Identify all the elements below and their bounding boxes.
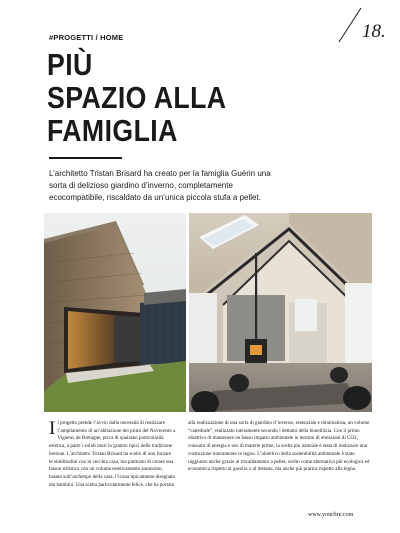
- drop-cap: I: [49, 418, 56, 439]
- body-text-1: l progetto prende l’avvio dalla necessità di realizzare l’ampliamento di un’abitazione dei primi del Novecento a Vigneux de Bretagne, priva di qualsiasi particolarità estetica, a parte i solidi muri in granito tipici della tradizione bretone. L’architetto Tristan Brisard ha scelto di non forzare le similitudini con la vecchia casa, ma piuttosto di creare una liason stilistica con un volume esteticamente autonomo, basato sull’archetipo della casa, l’icona tipicamente disegnata dai bambini. Una scelta particolarmente felice, che ha portato: [49, 420, 176, 488]
- page-number-slash: [335, 6, 365, 44]
- footer-url: www.yourfire.com: [308, 512, 354, 518]
- interior-photo: [189, 213, 372, 412]
- body-column-1: [49, 420, 176, 489]
- title-line: PIÙ: [47, 47, 93, 82]
- section-kicker: #PROGETTI / HOME: [49, 33, 124, 42]
- title-rule: [49, 157, 122, 159]
- exterior-photo: [44, 213, 186, 412]
- body-text-2: alla realizzazione di una sorta di giardino d’inverno, essenziale e minimalista, un volume “cattedrale”, realizzato interamente secondo i dettami della bioedilizia. Con il primo obiettivo di mantenere un basso impatto ambientale in termini di emissioni di CO2, consumi di energia e uso di materie prime, la scelta più naturale è stata di realizzare una costruzione interamente in legno. L’obiettivo della sostenibilità ambientale è stato raggiunto anche grazie al riscaldamento a pellet, scelto come alternativa più ecologica ed economica rispetto al gasolio o al metano, ma anche più pratica rispetto alla legna.: [188, 420, 370, 473]
- body-column-2: [188, 420, 372, 474]
- title-line: FAMIGLIA: [47, 113, 178, 148]
- article-title: [47, 48, 226, 147]
- page-number: 18.: [362, 21, 386, 42]
- title-line: SPAZIO ALLA: [47, 80, 227, 115]
- lead-paragraph: L’architetto Tristan Brisard ha creato per la famiglia Guérin una sorta di delizioso giardino d’inverno, completamente ecocompatibile, riscaldato da un’unica piccola stufa a pellet.: [49, 168, 271, 202]
